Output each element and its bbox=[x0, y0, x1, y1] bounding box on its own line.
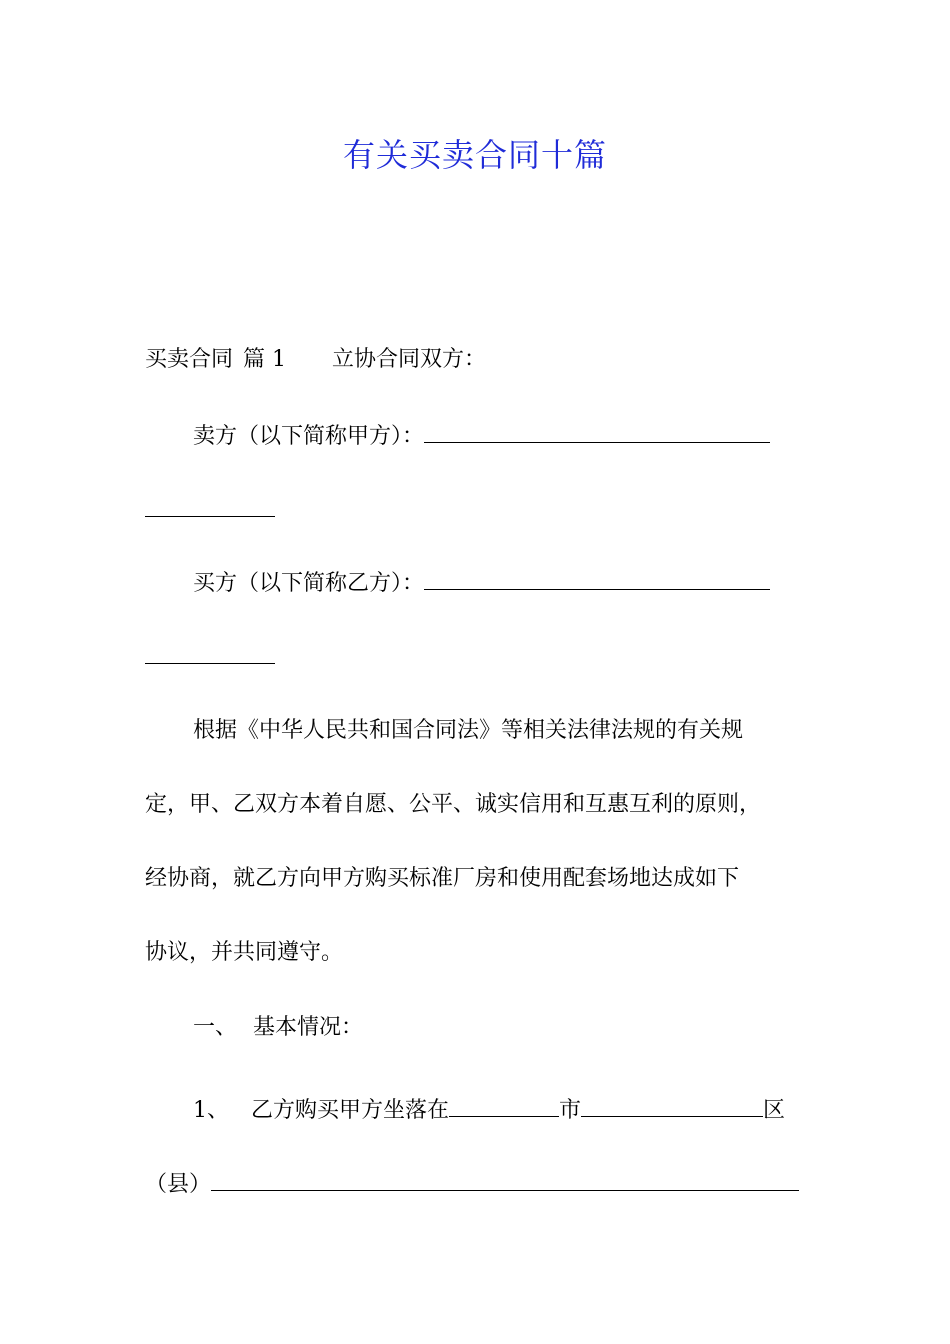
county-line bbox=[145, 1168, 799, 1200]
seller-continuation bbox=[145, 494, 275, 526]
paragraph-line: 协议，并共同遵守。 bbox=[145, 940, 344, 965]
district-blank bbox=[581, 1094, 763, 1117]
buyer-label: 买方（以下简称乙方）： bbox=[193, 571, 425, 596]
paragraph-line: 经协商，就乙方向甲方购买标准厂房和使用配套场地达成如下 bbox=[145, 866, 740, 891]
city-blank bbox=[449, 1094, 559, 1117]
document-title: 有关买卖合同十篇 bbox=[342, 136, 607, 174]
seller-name-blank bbox=[424, 420, 770, 443]
heading-parties-intro: 立协合同双方： bbox=[332, 347, 487, 372]
county-blank bbox=[211, 1168, 799, 1191]
paragraph-line: 定，甲、乙双方本着自愿、公平、诚实信用和互惠互利的原则， bbox=[145, 792, 762, 817]
item-text: 乙方购买甲方坐落在 bbox=[251, 1098, 450, 1123]
section-number: 一、 bbox=[193, 1015, 238, 1040]
seller-line bbox=[193, 420, 770, 452]
section-title: 基本情况： bbox=[253, 1015, 364, 1040]
section-heading bbox=[193, 1013, 363, 1043]
county-label: （县） bbox=[145, 1172, 212, 1197]
district-label: 区 bbox=[763, 1098, 786, 1123]
heading-part: 篇 1 bbox=[243, 347, 287, 372]
seller-name-blank-continued bbox=[145, 494, 275, 517]
paragraph-line: 根据《中华人民共和国合同法》等相关法律法规的有关规 bbox=[193, 718, 744, 743]
buyer-name-blank-continued bbox=[145, 641, 275, 664]
item-number: 1、 bbox=[193, 1098, 229, 1123]
city-label: 市 bbox=[559, 1098, 582, 1123]
item-line bbox=[193, 1094, 785, 1126]
buyer-line bbox=[193, 567, 770, 599]
heading-article: 买卖合同 bbox=[145, 347, 234, 372]
buyer-continuation bbox=[145, 641, 275, 673]
buyer-name-blank bbox=[424, 567, 770, 590]
contract-heading-line bbox=[145, 345, 486, 375]
seller-label: 卖方（以下简称甲方）： bbox=[193, 424, 425, 449]
